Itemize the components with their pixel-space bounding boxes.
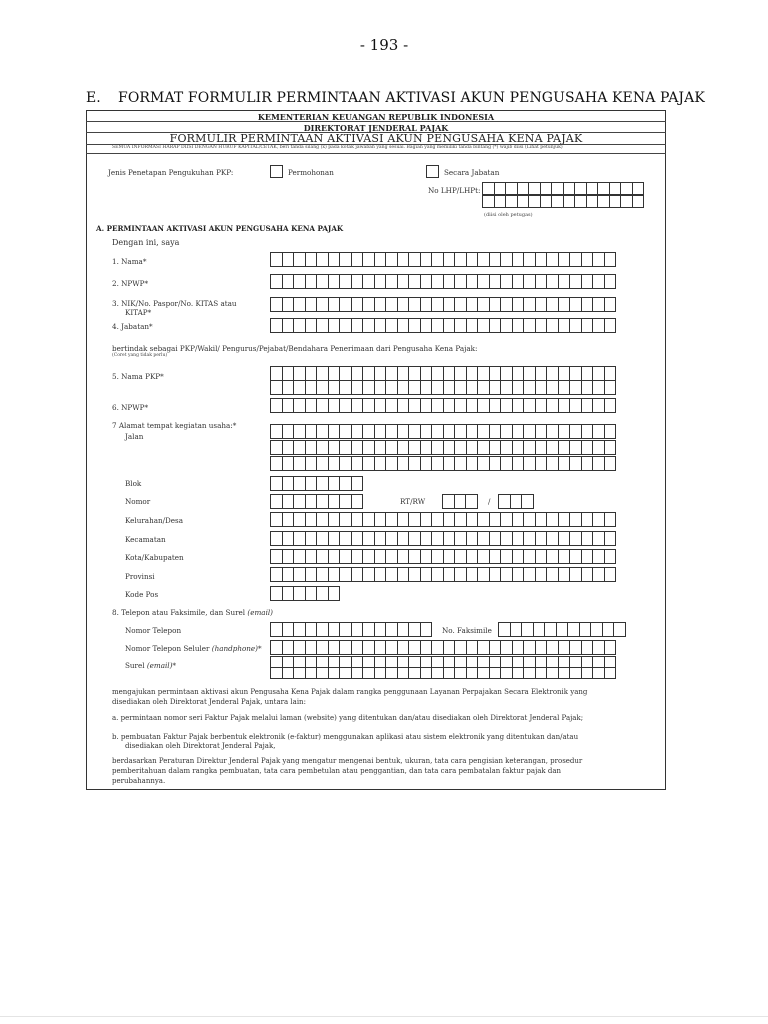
telepon-label: Nomor Telepon: [125, 626, 182, 635]
part-a-title: A. PERMINTAAN AKTIVASI AKUN PENGUSAHA KENA PAJAK: [96, 224, 344, 233]
acting-note: (Coret yang tidak perlu): [112, 353, 168, 358]
nik-input[interactable]: [270, 297, 615, 312]
char-box[interactable]: [604, 440, 617, 455]
kodepos-label: Kode Pos: [125, 590, 159, 599]
nama-pkp-input-row-1[interactable]: [270, 366, 615, 381]
lhp-number-row-1[interactable]: [482, 182, 643, 195]
char-box[interactable]: [351, 476, 364, 491]
request-text-line-1: mengajukan permintaan aktivasi akun Pengusaha Kena Pajak dalam rangka penggunaan Layanan Perpajakan Secara Elektronik yang: [112, 688, 588, 696]
item-b-text-line-1: b. pembuatan Faktur Pajak berbentuk elektronik (e-faktur) menggunakan aplikasi atau sistem elektronik yang ditentukan dan/atau: [112, 733, 579, 741]
char-box[interactable]: [604, 640, 617, 655]
char-box[interactable]: [604, 252, 617, 267]
char-box[interactable]: [632, 195, 645, 208]
blok-label: Blok: [125, 479, 142, 488]
fill-instructions: SEMUA INFORMASI HARAP DIISI DENGAN HURUF KAPITAL/CETAK, beri tanda silang (x) pada kotak jawaban yang sesuai. Bagian yang memiliki tanda bintang (*) wajib diisi (Lihat petunjuk): [112, 145, 563, 150]
npwp-pkp-label: 6. NPWP*: [112, 403, 149, 412]
faksimile-input[interactable]: [498, 622, 625, 637]
jalan-label: Jalan: [125, 432, 144, 441]
nomor-input[interactable]: [270, 494, 362, 509]
provinsi-label: Provinsi: [125, 572, 155, 581]
telepon-input[interactable]: [270, 622, 431, 637]
char-box[interactable]: [604, 274, 617, 289]
kota-input[interactable]: [270, 549, 615, 564]
intro-text: Dengan ini, saya: [112, 238, 180, 247]
basis-text-line-3: perubahannya.: [112, 777, 166, 785]
nama-label: 1. Nama*: [112, 257, 147, 266]
kodepos-input[interactable]: [270, 586, 339, 601]
pkp-type-label: Jenis Penetapan Pengukuhan PKP:: [108, 168, 234, 177]
basis-text-line-1: berdasarkan Peraturan Direktur Jenderal Pajak yang mengatur mengenai bentuk, ukuran, tata cara pengisian keterangan, prosedur: [112, 757, 583, 765]
officer-note: (diisi oleh petugas): [484, 212, 533, 218]
char-box[interactable]: [632, 182, 645, 195]
char-box[interactable]: [420, 622, 433, 637]
rw-input[interactable]: [498, 494, 533, 509]
char-box[interactable]: [604, 512, 617, 527]
char-box[interactable]: [604, 366, 617, 381]
char-box[interactable]: [604, 398, 617, 413]
secara-jabatan-label: Secara Jabatan: [444, 168, 500, 177]
nama-pkp-label: 5. Nama PKP*: [112, 372, 164, 381]
section-title: FORMAT FORMULIR PERMINTAAN AKTIVASI AKUN PENGUSAHA KENA PAJAK: [118, 90, 705, 106]
char-box[interactable]: [351, 494, 364, 509]
kelurahan-input[interactable]: [270, 512, 615, 527]
item-a-text: a. permintaan nomor seri Faktur Pajak melalui laman (website) yang ditentukan dan/atau disediakan oleh Direktorat Jenderal Pajak;: [112, 714, 584, 722]
jabatan-label: 4. Jabatan*: [112, 322, 153, 331]
request-text-line-2: disediakan oleh Direktorat Jenderal Pajak, untara lain:: [112, 698, 306, 706]
char-box[interactable]: [604, 424, 617, 439]
jalan-input-row-1[interactable]: [270, 424, 615, 439]
nik-label-cont: KITAP*: [125, 308, 152, 317]
jalan-input-row-3[interactable]: [270, 456, 615, 471]
permohonan-label: Permohonan: [288, 168, 334, 177]
form-title: FORMULIR PERMINTAAN AKTIVASI AKUN PENGUSAHA KENA PAJAK: [169, 132, 583, 145]
nama-pkp-input-row-2[interactable]: [270, 380, 615, 395]
rt-input[interactable]: [442, 494, 477, 509]
rtrw-label: RT/RW: [400, 497, 426, 506]
char-box[interactable]: [604, 456, 617, 471]
secara-jabatan-checkbox[interactable]: [426, 165, 439, 178]
acting-text: bertindak sebagai PKP/Wakil/ Pengurus/Pejabat/Bendahara Penerimaan dari Pengusaha Kena Pajak:: [112, 344, 478, 353]
faksimile-label: No. Faksimile: [442, 626, 492, 635]
seluler-label: Nomor Telepon Seluler (handphone)*: [125, 644, 262, 653]
item-b-text-line-2: disediakan oleh Direktorat Jenderal Pajak,: [125, 742, 276, 750]
surel-label: Surel (email)*: [125, 661, 176, 670]
kota-label: Kota/Kabupaten: [125, 553, 184, 562]
page-edge: [0, 1016, 768, 1017]
section-letter: E.: [86, 90, 101, 106]
npwp-input[interactable]: [270, 274, 615, 289]
surel-input-row-2[interactable]: [270, 667, 615, 679]
basis-text-line-2: pemberitahuan dalam rangka pembuatan, tata cara pembetulan atau penggantian, dan tata cara pembatalan faktur pajak dan: [112, 767, 562, 775]
kecamatan-label: Kecamatan: [125, 535, 166, 544]
divider: [86, 121, 666, 122]
blok-input[interactable]: [270, 476, 362, 491]
char-box[interactable]: [604, 549, 617, 564]
kelurahan-label: Kelurahan/Desa: [125, 516, 184, 525]
char-box[interactable]: [613, 622, 626, 637]
char-box[interactable]: [604, 567, 617, 582]
lhp-number-row-2[interactable]: [482, 195, 643, 208]
divider: [86, 153, 666, 154]
permohonan-checkbox[interactable]: [270, 165, 283, 178]
provinsi-input[interactable]: [270, 567, 615, 582]
jabatan-input[interactable]: [270, 318, 615, 333]
jalan-input-row-2[interactable]: [270, 440, 615, 455]
char-box[interactable]: [604, 667, 617, 679]
ministry-name: KEMENTERIAN KEUANGAN REPUBLIK INDONESIA: [257, 112, 495, 122]
nik-label: 3. NIK/No. Paspor/No. KITAS atau: [112, 299, 237, 308]
nama-input[interactable]: [270, 252, 615, 267]
seluler-input[interactable]: [270, 640, 615, 655]
char-box[interactable]: [465, 494, 478, 509]
directorate-name: DIREKTORAT JENDERAL PAJAK: [303, 123, 449, 133]
lhp-label: No LHP/LHPt:: [428, 186, 481, 195]
telepon-section-label: 8. Telepon atau Faksimile, dan Surel (email): [112, 608, 273, 617]
char-box[interactable]: [521, 494, 534, 509]
nomor-label: Nomor: [125, 497, 151, 506]
kecamatan-input[interactable]: [270, 531, 615, 546]
npwp-label: 2. NPWP*: [112, 279, 149, 288]
char-box[interactable]: [604, 531, 617, 546]
alamat-label: 7 Alamat tempat kegiatan usaha:*: [112, 421, 237, 430]
rtrw-slash: /: [488, 497, 491, 506]
char-box[interactable]: [604, 297, 617, 312]
char-box[interactable]: [604, 380, 617, 395]
char-box[interactable]: [328, 586, 341, 601]
npwp-pkp-input[interactable]: [270, 398, 615, 413]
page-number: - 193 -: [359, 36, 409, 54]
char-box[interactable]: [604, 318, 617, 333]
